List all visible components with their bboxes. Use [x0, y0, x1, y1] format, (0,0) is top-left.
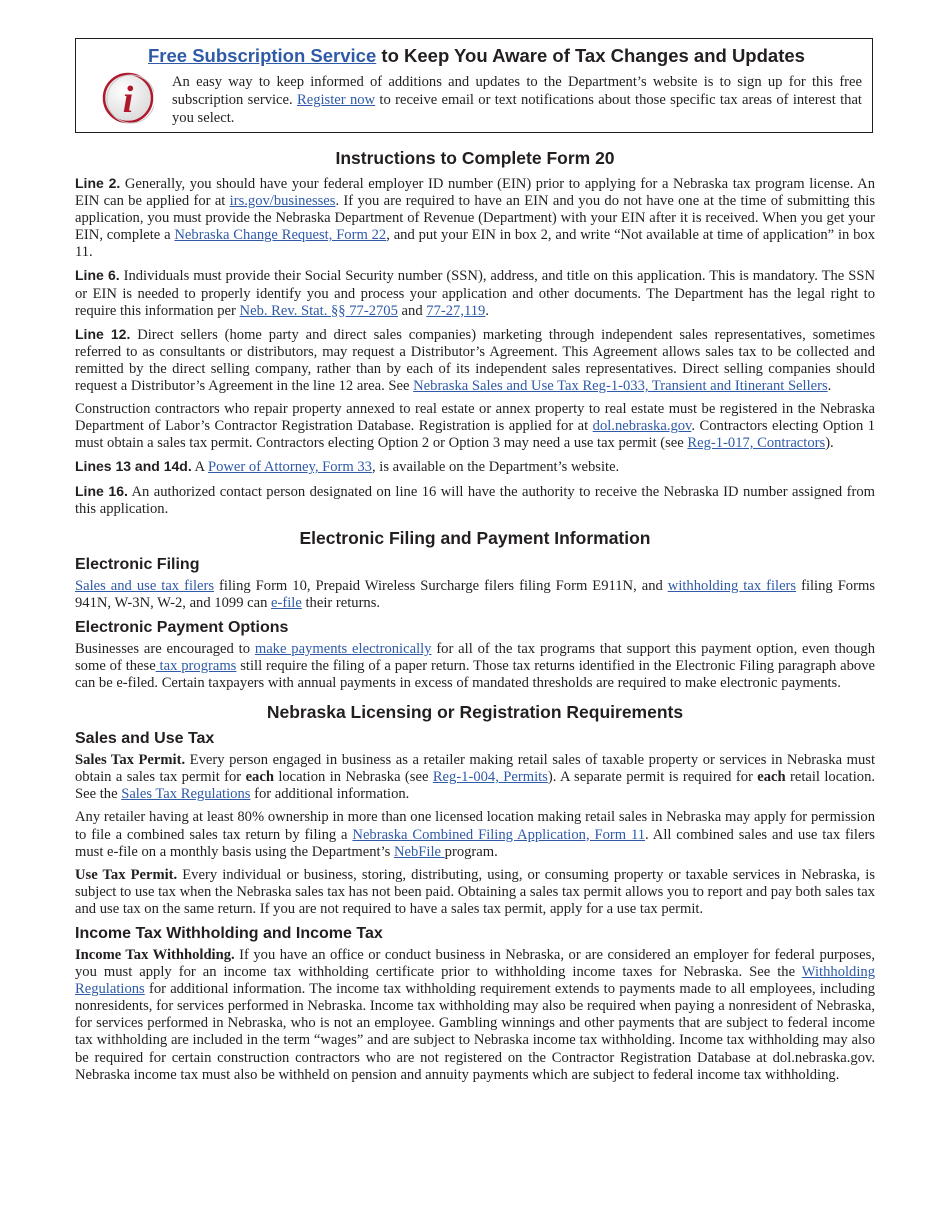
construction-paragraph: Construction contractors who repair property annexed to real estate or annex property to real estate must be registered in the Nebraska Department of Labor’s Contractor Registration Database. Registration is applied for at dol.nebraska.gov. Contractors electing Option 1 must obtain a sales tax permit. Contractors electing Option 2 or Option 3 may need a use tax permit (see Reg-1-017, Contractors).: [75, 401, 875, 452]
sales-tax-permit-paragraph: Sales Tax Permit. Every person engaged in business as a retailer making retail sales of taxable property or services in Nebraska must obtain a sales tax permit for each location in Nebraska (see Reg-1-004, Permits). A separate permit is required for each retail location. See the Sales Tax Regulations for additional information.: [75, 752, 876, 803]
nebfile-link[interactable]: NebFile: [393, 843, 445, 860]
income-tax-withholding-label: Income Tax Withholding.: [75, 947, 235, 963]
form22-link[interactable]: Nebraska Change Request, Form 22: [174, 227, 387, 244]
licensing-heading: Nebraska Licensing or Registration Requirements: [266, 702, 684, 723]
reg-1-004-link[interactable]: Reg-1-004, Permits: [432, 769, 548, 786]
statute-77-2705-link[interactable]: Neb. Rev. Stat. §§ 77-2705: [239, 302, 398, 319]
form33-link[interactable]: Power of Attorney, Form 33: [207, 459, 372, 476]
line6-label: Line 6.: [75, 267, 120, 284]
electronic-filing-subheading: Electronic Filing: [75, 555, 200, 573]
lines13-label: Lines 13 and 14d.: [75, 458, 192, 475]
page-content: [75, 147, 875, 1090]
efiling-heading: Electronic Filing and Payment Information: [299, 527, 651, 548]
reg-1-017-link[interactable]: Reg-1-017, Contractors: [687, 435, 826, 452]
notice-title: [148, 45, 873, 67]
tax-programs-link[interactable]: tax programs: [155, 657, 237, 674]
use-tax-permit-paragraph: Use Tax Permit. Every individual or business, storing, distributing, using, or consuming property or taxable services in Nebraska, is subject to use tax when the Nebraska sales tax has not been paid. Obtaining a sales tax permit allows you to report and pay both sales tax and use tax on the same return. If you are not required to have a sales tax permit, apply for a use tax permit.: [75, 866, 875, 917]
sales-use-filers-link[interactable]: Sales and use tax filers: [75, 577, 215, 594]
register-now-link[interactable]: Register now: [296, 92, 376, 108]
sales-tax-regulations-link[interactable]: Sales Tax Regulations: [121, 786, 251, 803]
notice-text: An easy way to keep informed of additions and updates to the Department’s website is to sign up for this free subscription service. Register now to receive email or text notifications about those specific tax areas of interest that you select.: [172, 74, 862, 126]
sales-use-tax-subheading: Sales and Use Tax: [75, 730, 215, 748]
line16-label: Line 16.: [75, 482, 128, 499]
income-tax-subheading: Income Tax Withholding and Income Tax: [75, 925, 383, 942]
line2-label: Line 2.: [75, 175, 121, 191]
use-tax-permit-label: Use Tax Permit.: [75, 866, 178, 883]
efiling-paragraph: Sales and use tax filers filing Form 10, Prepaid Wireless Surcharge filers filing Form E911N, and withholding tax filers filing Forms 941N, W-3N, W-2, and 1099 can e-file their returns.: [75, 577, 875, 611]
statute-77-27119-link[interactable]: 77-27,119: [426, 302, 486, 319]
instructions-heading: Instructions to Complete Form 20: [335, 148, 615, 168]
line2-paragraph: Line 2. Generally, you should have your federal employer ID number (EIN) prior to applying for a Nebraska tax program license. An EIN can be applied for at irs.gov/businesses. If you are required to have an EIN and you do not have one at the time of submitting this application, you must provide the Nebraska Department of Revenue (Department) with your EIN after it is received. When you get your EIN, complete a Nebraska Change Request, Form 22, and put your EIN in box 2, and write “Not available at time of application” in box 11.: [75, 175, 876, 261]
sales-tax-permit-label: Sales Tax Permit.: [75, 752, 186, 769]
line6-paragraph: Line 6. Individuals must provide their Social Security number (SSN), address, and title on this application. This is mandatory. The SSN or EIN is needed to properly identify you and process your application and other documents. The Department has the legal right to require this information per Neb. Rev. Stat. §§ 77-2705 and 77-27,119.: [75, 267, 875, 319]
dol-nebraska-link[interactable]: dol.nebraska.gov: [592, 418, 692, 435]
make-payments-link[interactable]: make payments electronically: [254, 640, 432, 657]
income-tax-withholding-paragraph: Income Tax Withholding. If you have an office or conduct business in Nebraska, or are considered an employer for federal purposes, you must apply for an income tax withholding certificate prior to withholding income taxes for Nebraska. See the Withholding Regulations for additional information. The income tax withholding requirement extends to payments made to all employees, including nonresidents, for services performed in Nebraska. Income tax withholding may also be required when paying a nonresident of Nebraska, for services performed in Nebraska, who is not an employee. Gambling winnings and other payments that are subject to federal income tax withholding are included in the term “wages” and are subject to Nebraska income tax withholding. Income tax withholding may also be required for certain construction contractors who are not registered on the Contractor Registration Database at dol.nebraska.gov. Nebraska income tax must also be withheld on pension and annuity payments which are subject to federal income tax withholding.: [75, 947, 875, 1083]
withholding-regulations-link[interactable]: Withholding Regulations: [75, 964, 875, 998]
form11-link[interactable]: Nebraska Combined Filing Application, Form 11: [352, 826, 646, 843]
epayment-paragraph: Businesses are encouraged to make payments electronically for all of the tax programs that support this payment option, even though some of these tax programs still require the filing of a paper return. Those tax returns identified in the Electronic Filing paragraph above can be e-filed. Certain taxpayers with annual payments in excess of mandated thresholds are required to make electronic payments.: [75, 640, 876, 692]
withholding-filers-link[interactable]: withholding tax filers: [667, 577, 797, 594]
efile-link[interactable]: e-file: [271, 594, 302, 611]
lines13-paragraph: Lines 13 and 14d. A Power of Attorney, Form 33, is available on the Department’s website.: [75, 458, 620, 476]
reg-1-033-link[interactable]: Nebraska Sales and Use Tax Reg-1-033, Transient and Itinerant Sellers: [413, 378, 828, 395]
info-icon: [102, 72, 154, 124]
line12-label: Line 12.: [75, 325, 131, 342]
electronic-payment-subheading: Electronic Payment Options: [75, 618, 289, 636]
combined-filing-paragraph: Any retailer having at least 80% ownership in more than one licensed location making retail sales in Nebraska may apply for permission to file a combined sales tax return by filing a Nebraska Combined Filing Application, Form 11. All combined sales and use tax filers must e-file on a monthly basis using the Department’s NebFile program.: [75, 809, 875, 860]
irs-businesses-link[interactable]: irs.gov/businesses: [229, 193, 336, 210]
line16-paragraph: Line 16. An authorized contact person designated on line 16 will have the authority to receive the Nebraska ID number assigned from this application.: [75, 482, 876, 517]
notice-title-text: to Keep You Aware of Tax Changes and Updates: [376, 45, 805, 66]
subscription-notice-box: [75, 38, 873, 133]
info-icon-letter: i: [122, 79, 134, 121]
line12-paragraph: Line 12. Direct sellers (home party and direct sales companies) marketing through independent sales representatives, sometimes referred to as consultants or distributors, may request a Distributor’s Agreement. This Agreement allows sales tax to be collected and remitted by the direct selling company, rather than by each of its independent sales representatives. Direct selling companies should request a Distributor’s Agreement in the line 12 area. See Nebraska Sales and Use Tax Reg-1-033, Transient and Itinerant Sellers.: [75, 325, 875, 395]
free-subscription-link[interactable]: Free Subscription Service: [148, 45, 377, 66]
